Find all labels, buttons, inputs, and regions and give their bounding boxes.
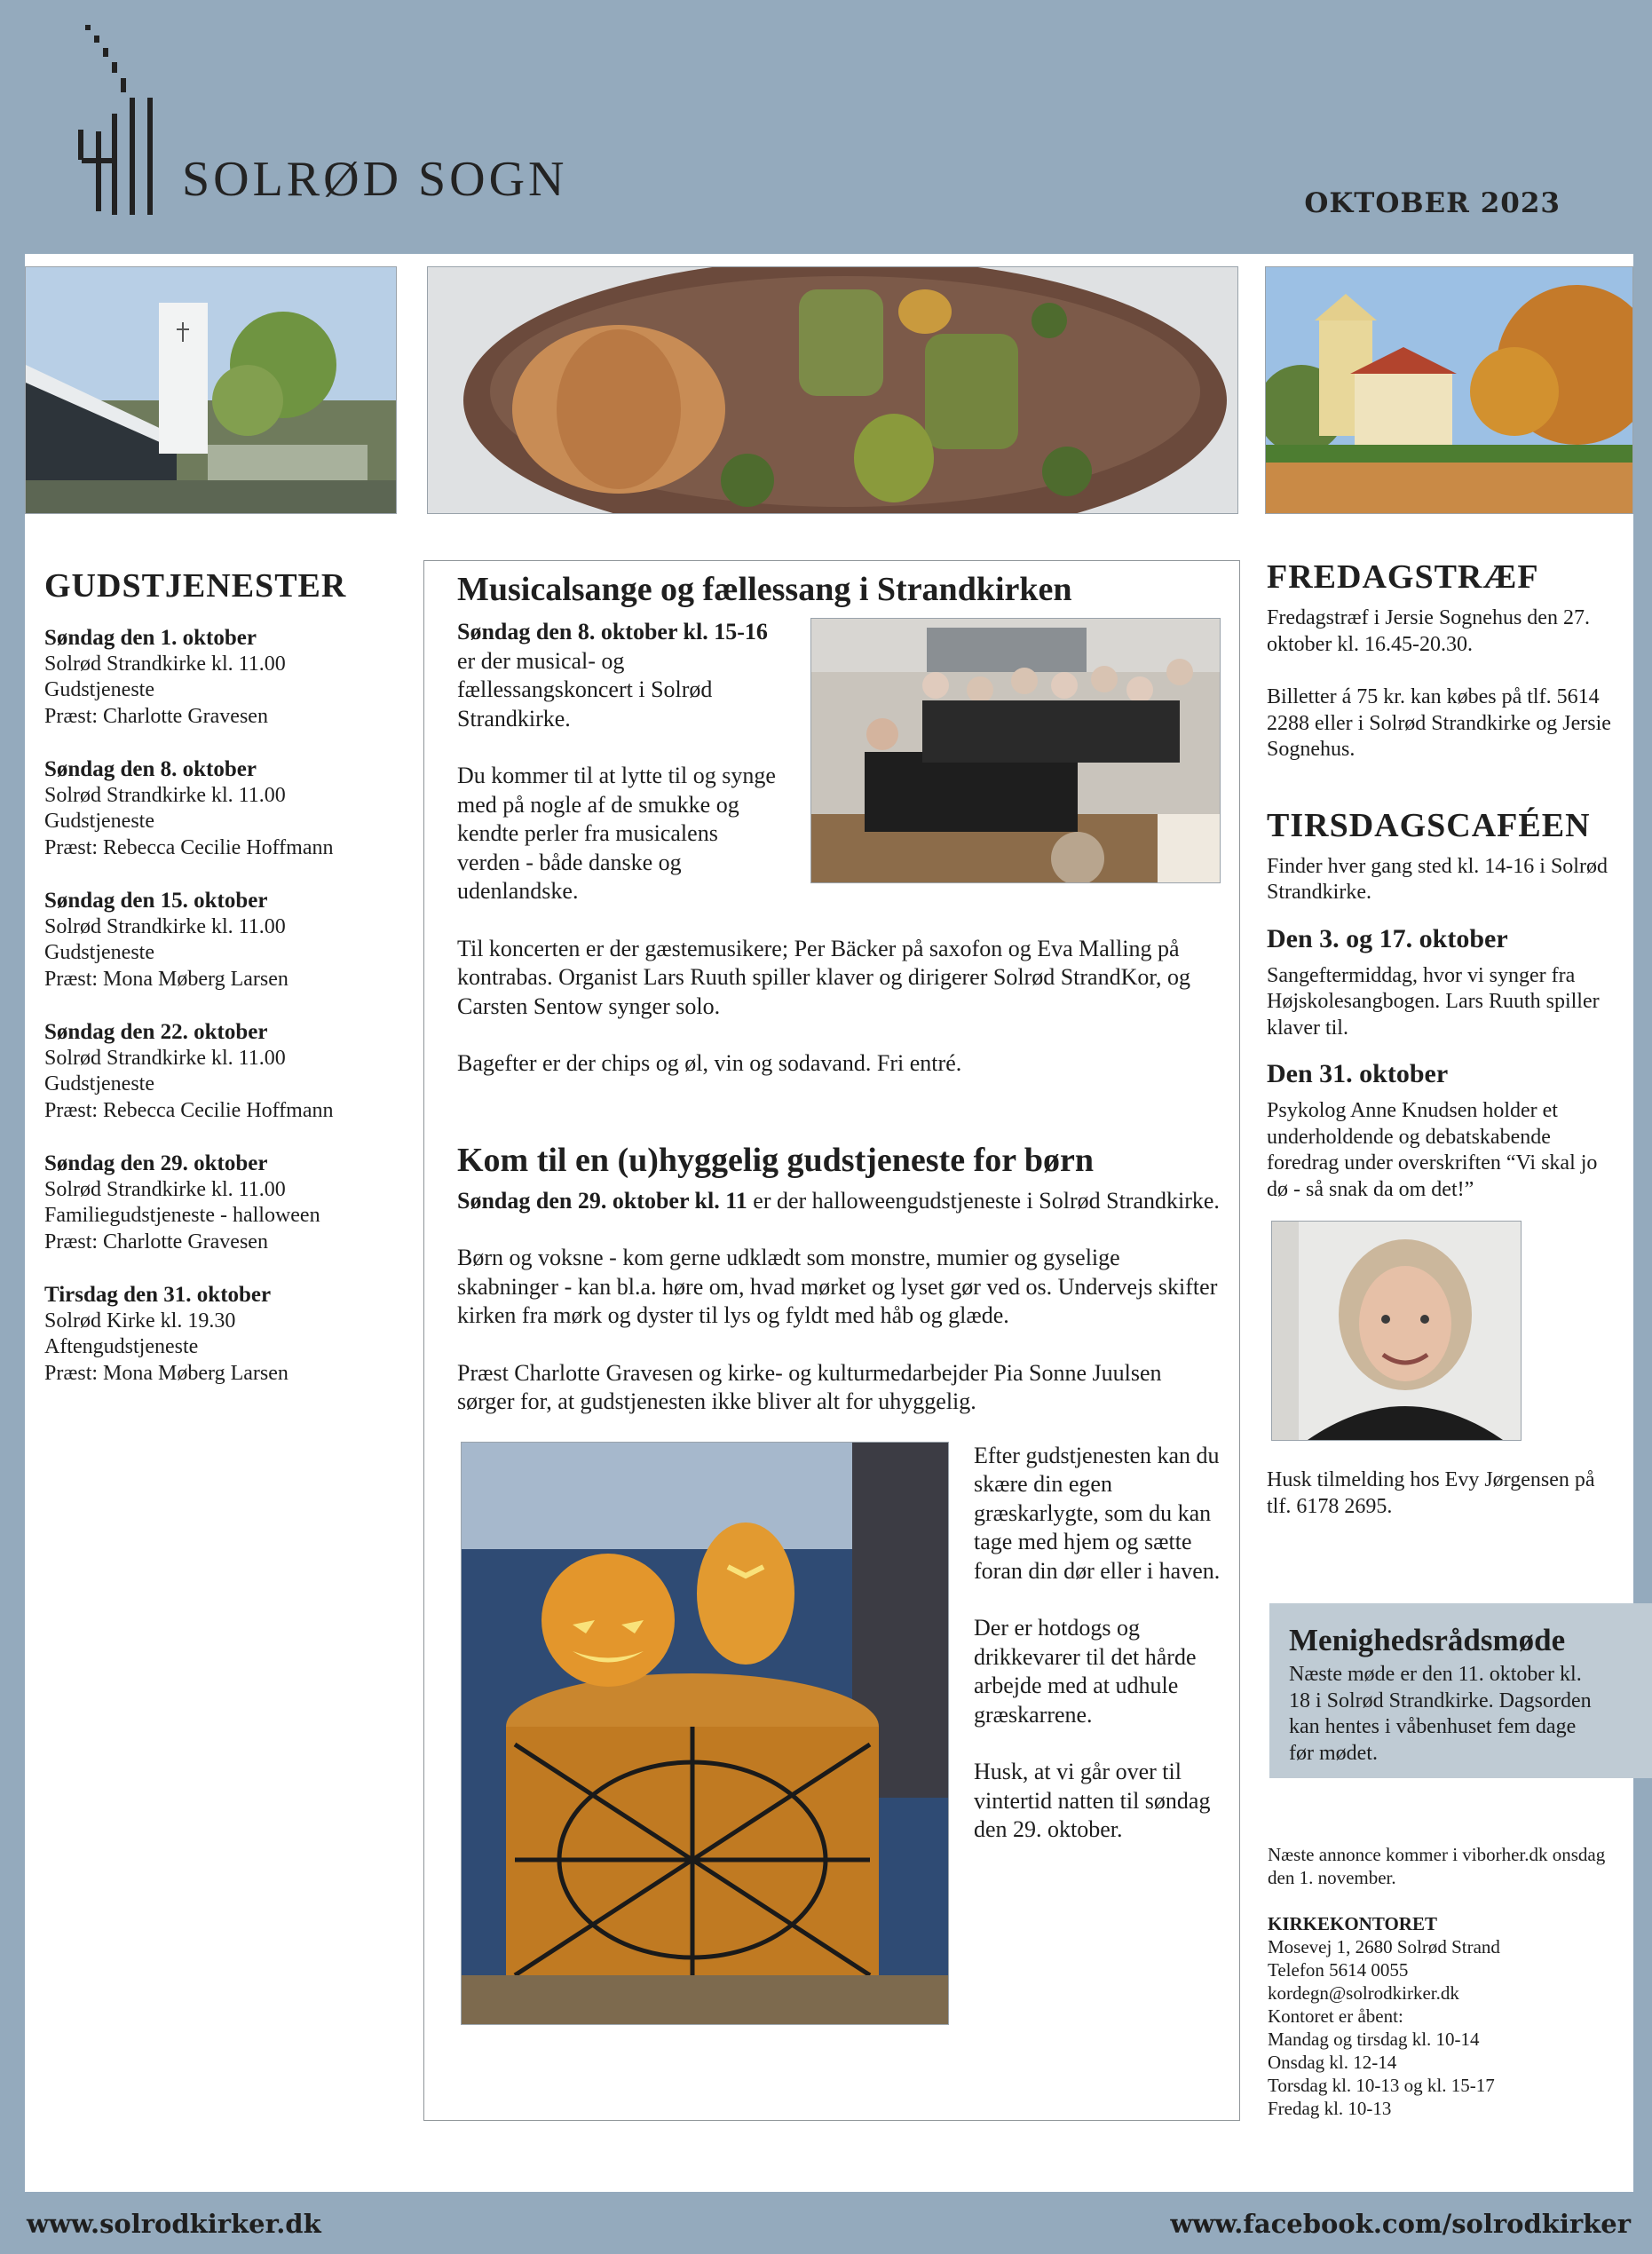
service-type: Gudstjeneste <box>44 941 154 964</box>
boern-paragraph: Efter gudstjenesten kan du skære din egen græskarlygte, som du kan tage med hjem og sætte foran din dør eller i haven. <box>974 1442 1221 1584</box>
musical-paragraph: Til koncerten er der gæstemusikere; Per Bäcker på saxofon og Eva Malling på kontrabas. Organist Lars Ruuth spiller klaver og dirigerer Solrød StrandKor, og Carsten Sentow synger solo. <box>457 935 1190 1019</box>
fredagstraef-heading: FREDAGSTRÆF <box>1267 558 1539 596</box>
edition-date: OKTOBER 2023 <box>1304 187 1561 219</box>
next-ad-note: Næste annonce kommer i viborher.dk onsdag den 1. november. <box>1268 1844 1606 1888</box>
tirsdagscafe-date-heading: Den 3. og 17. oktober <box>1267 923 1508 953</box>
kirkekontoret-line: Kontoret er åbent: <box>1268 2005 1403 2027</box>
pumpkin-photo <box>427 266 1238 514</box>
tirsdagscafe-signup: Husk tilmelding hos Evy Jørgensen på tlf. 6178 2695. <box>1267 1468 1595 1518</box>
service-place: Solrød Strandkirke kl. 11.00 <box>44 1046 286 1070</box>
service-place: Solrød Strandkirke kl. 11.00 <box>44 783 286 807</box>
service-place: Solrød Strandkirke kl. 11.00 <box>44 914 286 938</box>
service-priest: Præst: Rebecca Cecilie Hoffmann <box>44 1098 334 1122</box>
service-date: Søndag den 1. oktober <box>44 626 257 650</box>
service-item <box>44 1282 399 1387</box>
church-logo-icon <box>78 25 153 215</box>
kirkekontoret-line: Fredag kl. 10-13 <box>1268 2098 1392 2119</box>
service-type: Familiegudstjeneste - halloween <box>44 1204 320 1227</box>
kirkekontoret-lines <box>1268 1935 1623 2120</box>
website-link[interactable]: www.solrodkirker.dk <box>27 2209 321 2239</box>
tirsdagscafe-date-heading: Den 31. oktober <box>1267 1059 1449 1088</box>
musical-lead-text: er der musical- og fællessangskoncert i Solrød Strandkirke. <box>457 647 713 732</box>
service-item <box>44 756 399 861</box>
service-type: Gudstjeneste <box>44 678 154 701</box>
kirkekontoret-line: Mosevej 1, 2680 Solrød Strand <box>1268 1936 1500 1957</box>
fredagstraef-paragraph: Fredagstræf i Jersie Sognehus den 27. oktober kl. 16.45-20.30. <box>1267 606 1590 656</box>
service-item <box>44 1019 399 1124</box>
musical-paragraph: Bagefter er der chips og øl, vin og sodavand. Fri entré. <box>457 1050 962 1076</box>
service-date: Tirsdag den 31. oktober <box>44 1283 272 1307</box>
service-date: Søndag den 8. oktober <box>44 757 257 781</box>
parish-name: SOLRØD SOGN <box>182 152 568 207</box>
service-priest: Præst: Mona Møberg Larsen <box>44 967 289 991</box>
boern-paragraph: Husk, at vi går over til vintertid natten til søndag den 29. oktober. <box>974 1759 1211 1842</box>
boern-lead <box>457 1187 1221 1216</box>
halloween-pumpkin-photo <box>461 1442 949 2025</box>
main-articles-box <box>423 560 1240 2121</box>
service-priest: Præst: Charlotte Gravesen <box>44 704 268 728</box>
kirkekontoret-line: Torsdag kl. 10-13 og kl. 15-17 <box>1268 2075 1495 2096</box>
old-church-photo <box>1265 266 1633 514</box>
musical-paragraph: Du kommer til at lytte til og synge med på nogle af de smukke og kendte perler fra musicalens verden - både danske og udenlandske. <box>457 763 776 904</box>
boern-paragraph: Præst Charlotte Gravesen og kirke- og kulturmedarbejder Pia Sonne Juulsen sørger for, at gudstjenesten ikke bliver alt for uhyggelig. <box>457 1359 1162 1414</box>
tirsdagscafe-paragraph: Psykolog Anne Knudsen holder et underholdende og debatskabende foredrag under overskriften “Vi skal jo dø - så snak da om det!” <box>1267 1099 1598 1201</box>
tirsdagscafe-paragraph: Sangeftermiddag, hvor vi synger fra Højskolesangbogen. Lars Ruuth spiller klaver til. <box>1267 963 1600 1040</box>
kirkekontoret-line: Mandag og tirsdag kl. 10-14 <box>1268 2029 1480 2050</box>
kirkekontoret-line: kordegn@solrodkirker.dk <box>1268 1982 1459 2004</box>
kirkekontoret-line: Telefon 5614 0055 <box>1268 1959 1409 1981</box>
service-place: Solrød Strandkirke kl. 11.00 <box>44 1177 286 1201</box>
boern-lead-date: Søndag den 29. oktober kl. 11 <box>457 1187 747 1214</box>
gudstjenester-heading: GUDSTJENESTER <box>44 567 347 605</box>
service-item <box>44 625 399 730</box>
boern-paragraph: Børn og voksne - kom gerne udklædt som monstre, mumier og gyselige skabninger - kan bl.a. høre om, hvad mørket og lyset gør ved os. Undervejs skifter kirken fra mørk og dyster til lys og fyldt med håb og glæde. <box>457 1245 1218 1328</box>
musical-lead-date: Søndag den 8. oktober kl. 15-16 <box>457 619 768 645</box>
boern-lead-text: er der halloweengudstjeneste i Solrød Strandkirke. <box>747 1187 1220 1214</box>
kirkekontoret-heading: KIRKEKONTORET <box>1268 1913 1437 1934</box>
boern-heading: Kom til en (u)hyggelig gudstjeneste for børn <box>457 1141 1095 1179</box>
speaker-portrait-photo <box>1271 1221 1522 1441</box>
musical-heading: Musicalsange og fællessang i Strandkirken <box>457 571 1072 608</box>
menighedsraad-text: Næste møde er den 11. oktober kl. 18 i Solrød Strandkirke. Dagsorden kan hentes i våbenhuset fem dage før mødet. <box>1289 1663 1592 1765</box>
service-place: Solrød Kirke kl. 19.30 <box>44 1309 236 1333</box>
tirsdagscafe-paragraph: Finder hver gang sted kl. 14-16 i Solrød Strandkirke. <box>1267 854 1608 904</box>
service-date: Søndag den 15. oktober <box>44 889 268 913</box>
boern-paragraph: Der er hotdogs og drikkevarer til det hårde arbejde med at udhule græskarrene. <box>974 1615 1197 1728</box>
service-type: Aftengudstjeneste <box>44 1335 199 1358</box>
kirkekontoret-line: Onsdag kl. 12-14 <box>1268 2052 1397 2073</box>
service-item <box>44 888 399 993</box>
facebook-link[interactable]: www.facebook.com/solrodkirker <box>1170 2209 1631 2239</box>
office-info <box>1268 1843 1623 2120</box>
service-priest: Præst: Mona Møberg Larsen <box>44 1361 289 1385</box>
right-column <box>1267 558 1622 1520</box>
menighedsraad-heading: Menighedsrådsmøde <box>1289 1623 1566 1657</box>
choir-photo <box>810 618 1221 883</box>
gudstjenester-column <box>44 566 399 1413</box>
service-type: Gudstjeneste <box>44 810 154 833</box>
service-date: Søndag den 29. oktober <box>44 1151 268 1175</box>
service-date: Søndag den 22. oktober <box>44 1020 268 1044</box>
church-photo <box>25 266 397 514</box>
tirsdagscafe-heading: TIRSDAGSCAFÉEN <box>1267 806 1591 844</box>
menighedsraad-box <box>1269 1603 1652 1778</box>
service-priest: Præst: Charlotte Gravesen <box>44 1230 268 1254</box>
service-place: Solrød Strandkirke kl. 11.00 <box>44 652 286 676</box>
service-item <box>44 1151 399 1255</box>
service-type: Gudstjeneste <box>44 1072 154 1095</box>
service-list <box>44 625 399 1387</box>
service-priest: Præst: Rebecca Cecilie Hoffmann <box>44 835 334 859</box>
fredagstraef-paragraph: Billetter á 75 kr. kan købes på tlf. 5614 2288 eller i Solrød Strandkirke og Jersie Sognehus. <box>1267 685 1611 761</box>
